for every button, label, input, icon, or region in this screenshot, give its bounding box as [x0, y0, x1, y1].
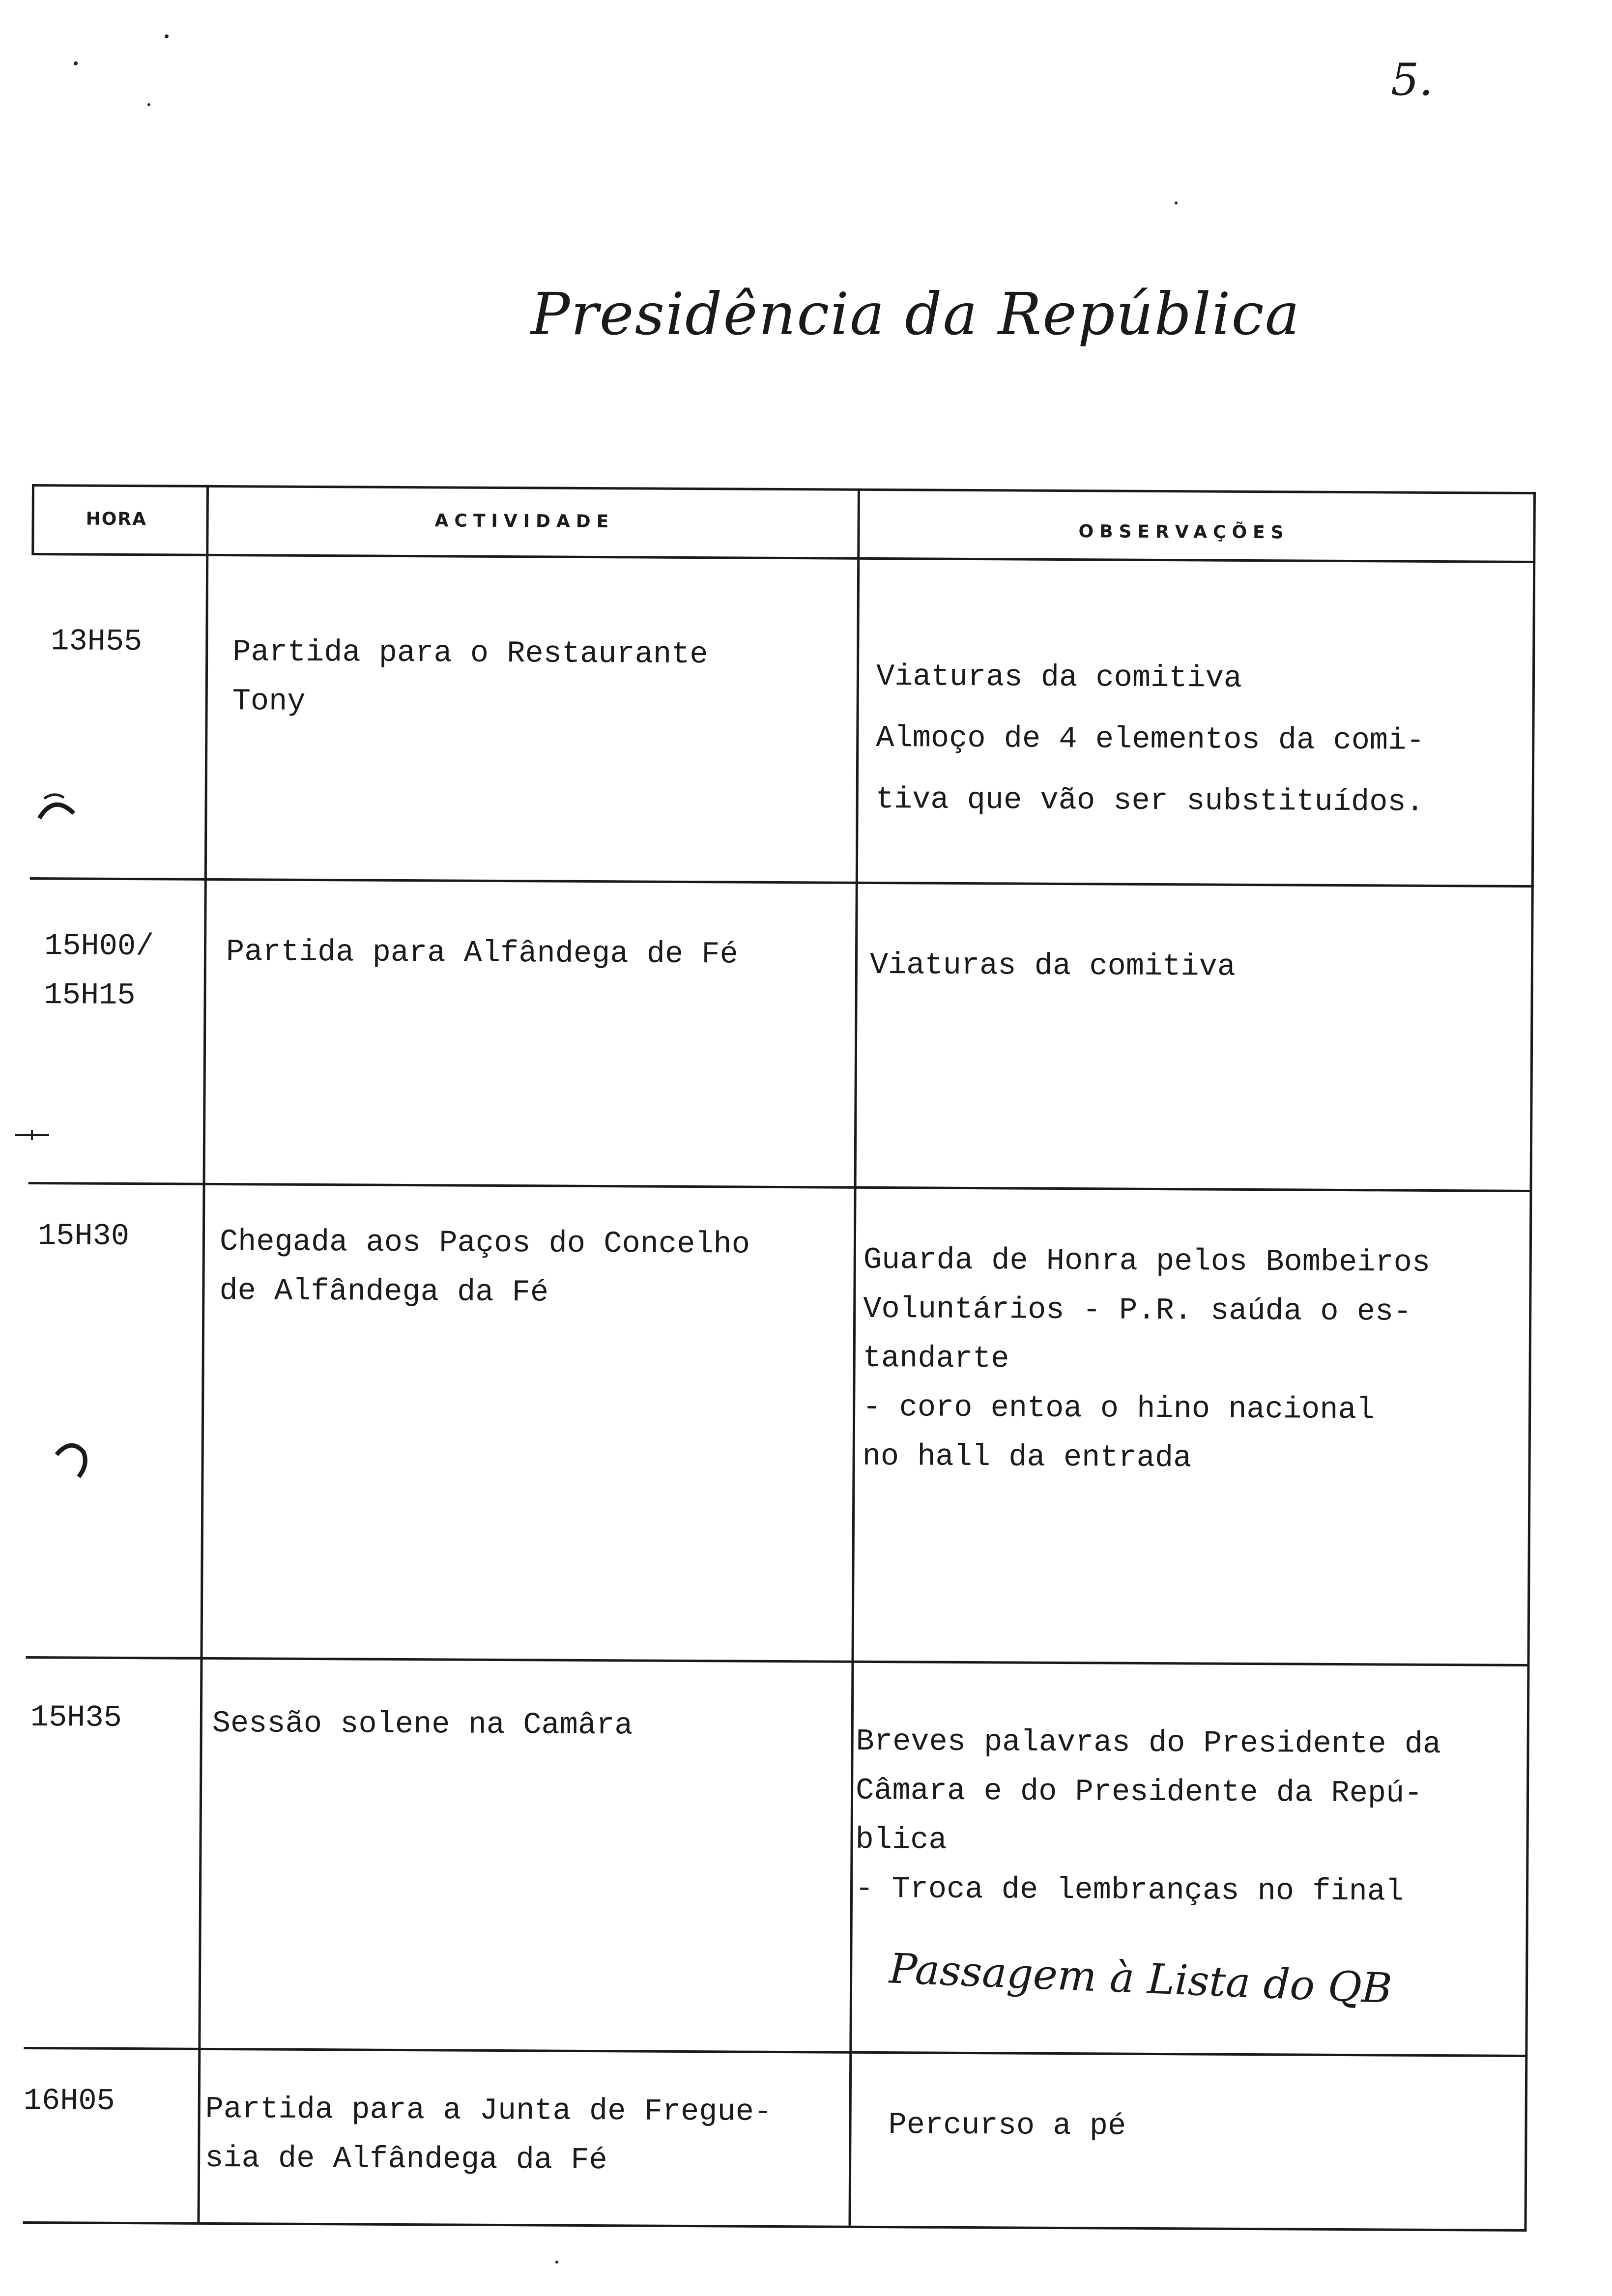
row-3-hora: 15H30: [37, 1218, 130, 1254]
header-hora: HORA: [86, 509, 147, 530]
row-divider: [30, 877, 1534, 888]
schedule-table: [23, 484, 1535, 2232]
scan-speck: [165, 34, 169, 38]
table-left-border: [31, 484, 34, 553]
row-1-observacoes: Viaturas da comitiva Almoço de 4 elementos da comi- tiva que vão ser substituídos.: [875, 659, 1425, 820]
row-5-hora: 16H05: [23, 2083, 115, 2119]
scan-speck: [147, 103, 150, 106]
row-divider: [29, 1182, 1532, 1192]
row-divider: [24, 2047, 1527, 2057]
row-2-observacoes: Viaturas da comitiva: [869, 947, 1236, 984]
scan-speck: [555, 2261, 558, 2264]
row-4-actividade: Sessão solene na Camâra: [212, 1705, 633, 1743]
row-4-observacoes: Breves palavras do Presidente da Câmara e do Presidente da Repú- blica - Troca de lembranças no final: [855, 1723, 1441, 1909]
row-3-actividade: Chegada aos Paços do Concelho de Alfândega da Fé: [219, 1224, 750, 1310]
row-3-observacoes: Guarda de Honra pelos Bombeiros Voluntários - P.R. saúda o es- tandarte - coro entoa o hino nacional no hall da entrada: [862, 1242, 1431, 1476]
row-divider: [26, 1656, 1529, 1666]
row-2-hora: 15H00/ 15H15: [44, 928, 154, 1013]
table-top-border: [32, 484, 1536, 494]
table-bottom-border: [23, 2221, 1526, 2232]
header-actividade: ACTIVIDADE: [434, 511, 615, 532]
scan-speck: [1175, 201, 1178, 204]
table-right-border: [1524, 492, 1536, 2229]
row-5-actividade: Partida para a Junta de Fregue- sia de Alfândega da Fé: [204, 2091, 773, 2178]
row-2-actividade: Partida para Alfândega de Fé: [226, 934, 738, 972]
row-1-actividade: Partida para o Restaurante Tony: [232, 634, 708, 719]
row-1-hora: 13H55: [51, 624, 143, 660]
column-divider: [848, 488, 860, 2226]
letterhead: Presidência da República: [531, 280, 1301, 348]
header-observacoes: OBSERVAÇÕES: [1078, 521, 1290, 543]
page-number: 5.: [1391, 54, 1433, 106]
header-bottom-border: [31, 553, 1535, 563]
row-4-hora: 15H35: [30, 1700, 122, 1735]
handwritten-annotation: Passagem à Lista do QB: [888, 1944, 1393, 2013]
row-5-observacoes: Percurso a pé: [888, 2107, 1126, 2144]
column-divider: [197, 485, 209, 2222]
scan-speck: [74, 61, 78, 65]
